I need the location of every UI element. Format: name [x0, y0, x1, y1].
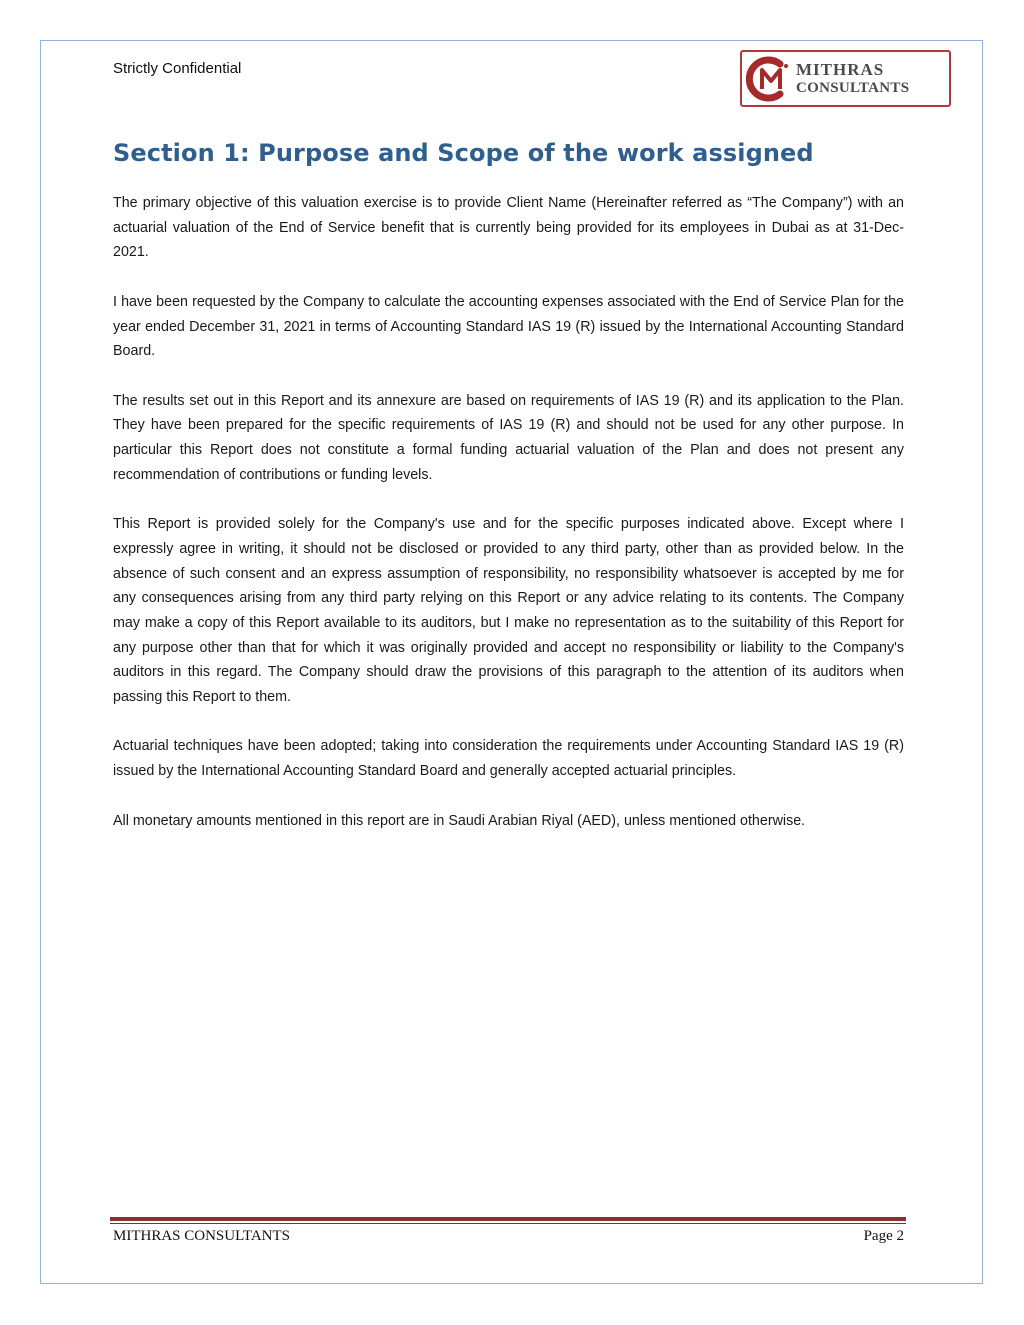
logo-line-2: CONSULTANTS [796, 80, 910, 96]
footer-divider-thin [110, 1223, 906, 1224]
company-logo [740, 50, 951, 107]
logo-line-1: MITHRAS [796, 60, 885, 79]
paragraph-techniques: Actuarial techniques have been adopted; taking into consideration the requirements under Accounting Standard IAS 19 (R) issued by the International Accounting Standard Board and generally accepted actuarial principles. [113, 738, 904, 780]
footer-divider-thick [110, 1217, 906, 1221]
paragraph-results: The results set out in this Report and its annexure are based on requirements of IAS 19 (R) and its application to the Plan. They have been prepared for the specific requirements of IAS 19 (R) and should not be used for any other purpose. In particular this Report does not constitute a formal funding actuarial valuation of the Plan and does not present any recommendation of contributions or funding levels. [113, 392, 904, 483]
footer-page-number: Page 2 [863, 1228, 904, 1244]
paragraph-disclosure: This Report is provided solely for the Company's use and for the specific purposes indicated above. Except where I expressly agree in writing, it should not be disclosed or provided to any third party, other than as provided below. In the absence of such consent and an express assumption of responsibility, no responsibility whatsoever is accepted by me for any consequences arising from any third party relying on this Report or any advice relating to its contents. The Company may make a copy of this Report available to its auditors, but I make no representation as to the suitability of this Report for any purpose other than that for which it was originally provided and accept no responsibility or liability to the Company's auditors in this regard. The Company should draw the provisions of this paragraph to the attention of its auditors when passing this Report to them. [113, 516, 904, 706]
paragraph-objective: The primary objective of this valuation exercise is to provide Client Name (Hereinafter referred as “The Company”) with an actuarial valuation of the End of Service benefit that is currently being provided for its employees in Dubai as at 31-Dec-2021. [113, 195, 904, 261]
confidentiality-label: Strictly Confidential [113, 60, 242, 77]
paragraph-request: I have been requested by the Company to calculate the accounting expenses associated with the End of Service Plan for the year ended December 31, 2021 in terms of Accounting Standard IAS 19 (R) issued by the International Accounting Standard Board. [113, 293, 904, 360]
logo-wordmark [796, 60, 909, 98]
footer-company-name: MITHRAS CONSULTANTS [113, 1228, 291, 1244]
section-title: Section 1: Purpose and Scope of the work assigned [113, 139, 814, 167]
mithras-cm-logo-icon [746, 56, 796, 102]
section-body [113, 191, 904, 858]
paragraph-currency: All monetary amounts mentioned in this report are in Saudi Arabian Riyal (AED), unless mentioned otherwise. [113, 812, 806, 829]
